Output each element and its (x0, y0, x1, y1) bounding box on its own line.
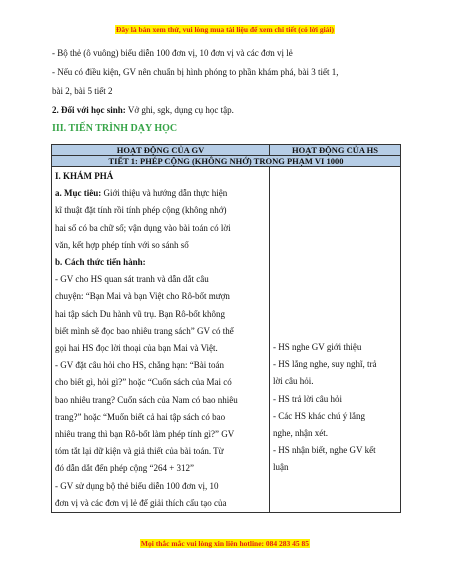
student-line: - HS nhận biết, nghe GV kết (273, 445, 376, 456)
teacher-line: đó dẫn dắt đến phép cộng “264 + 312” (55, 463, 195, 474)
teacher-line: tóm tắt lại dữ kiện và giả thiết của bài toán. Từ (55, 446, 224, 457)
lesson-plan-table (51, 144, 401, 513)
hotline-text: Mọi thắc mắc vui lòng xin liên hotline: 084 283 45 85 (140, 539, 310, 548)
teacher-activity-cell (52, 167, 270, 513)
teacher-line: đơn vị và các đơn vị lẻ để giải thích cấu tạo của (55, 497, 227, 508)
teacher-line: cho biết gì, hỏi gì?” hoặc “Cuốn sách của Mai có (55, 377, 232, 388)
teacher-line: - GV đặt câu hỏi cho HS, chẳng hạn: “Bài toán (55, 360, 225, 371)
student-line: - HS lắng nghe, suy nghĩ, trả (273, 359, 377, 370)
student-line: luận (273, 462, 289, 473)
hotline-banner (0, 539, 450, 548)
lesson-title: TIẾT 1: PHÉP CỘNG (KHÔNG NHỚ) TRONG PHẠM VI 1000 (52, 156, 401, 167)
teacher-line: biết mình sẽ đọc bao nhiêu trang sách” GV có thể (55, 325, 234, 336)
teacher-line: chuyện: “Bạn Mai và bạn Việt cho Rô-bốt mượn (55, 291, 230, 302)
intro-line: - Bộ thẻ (ô vuông) biểu diễn 100 đơn vị, 10 đơn vị và các đơn vị lẻ (52, 48, 293, 58)
part-title: I. KHÁM PHÁ (55, 171, 114, 181)
method-label: b. Cách thức tiến hành: (55, 257, 146, 268)
teacher-line: - GV sử dụng bộ thẻ biểu diễn 100 đơn vị, 10 (55, 480, 219, 491)
goal-text: Giới thiệu và hướng dẫn thực hiện (101, 188, 228, 199)
student-prep (52, 105, 234, 115)
teacher-line: bao nhiêu trang? Cuốn sách của Nam có bao nhiêu (55, 394, 238, 405)
student-line: - Các HS khác chú ý lắng (273, 410, 365, 421)
goal-line: kĩ thuật đặt tính rồi tính phép cộng (không nhớ) (55, 205, 227, 216)
student-line: - HS trả lời câu hỏi (273, 393, 342, 404)
student-activity-cell (270, 167, 401, 513)
teacher-line: hai tập sách Du hành vũ trụ. Bạn Rô-bốt không (55, 308, 225, 319)
goal-line: văn, kết hợp phép tính với so sánh số (55, 239, 189, 250)
table-row (52, 167, 401, 513)
table-header-row (52, 145, 401, 156)
teacher-line: nhiêu trang thì bạn Rô-bốt làm phép tính gì?” GV (55, 429, 235, 440)
teacher-column-header: HOẠT ĐỘNG CỦA GV (52, 145, 270, 156)
intro-line: bài 2, bài 5 tiết 2 (52, 86, 113, 96)
student-line: nghe, nhận xét. (273, 428, 328, 439)
preview-notice-text: Đây là bản xem thử, vui lòng mua tài liệu để xem chi tiết (có lời giải) (115, 25, 335, 34)
teacher-line: gọi hai HS đọc lời thoại của bạn Mai và Việt. (55, 343, 218, 354)
student-line: - HS nghe GV giới thiệu (273, 342, 362, 352)
student-prep-label: 2. Đối với học sinh: (52, 105, 126, 115)
goal-line: hai số có ba chữ số; vận dụng vào bài toán có lời (55, 222, 231, 233)
goal-line (55, 185, 266, 202)
lesson-title-row (52, 156, 401, 167)
student-line: lời câu hỏi. (273, 376, 314, 387)
preview-notice-banner (0, 25, 450, 34)
teacher-line: - GV cho HS quan sát tranh và dẫn dắt câu (55, 274, 209, 285)
intro-line: - Nếu có điều kiện, GV nên chuẩn bị hình phóng to phần khám phá, bài 3 tiết 1, (52, 67, 339, 77)
student-prep-text: Vở ghi, sgk, dụng cụ học tập. (125, 105, 234, 115)
section-heading: III. TIẾN TRÌNH DẠY HỌC (52, 123, 178, 134)
teacher-line: trang?” hoặc “Muốn biết cả hai tập sách có bao (55, 411, 226, 422)
student-column-header: HOẠT ĐỘNG CỦA HS (270, 145, 401, 156)
goal-label: a. Mục tiêu: (55, 188, 102, 199)
